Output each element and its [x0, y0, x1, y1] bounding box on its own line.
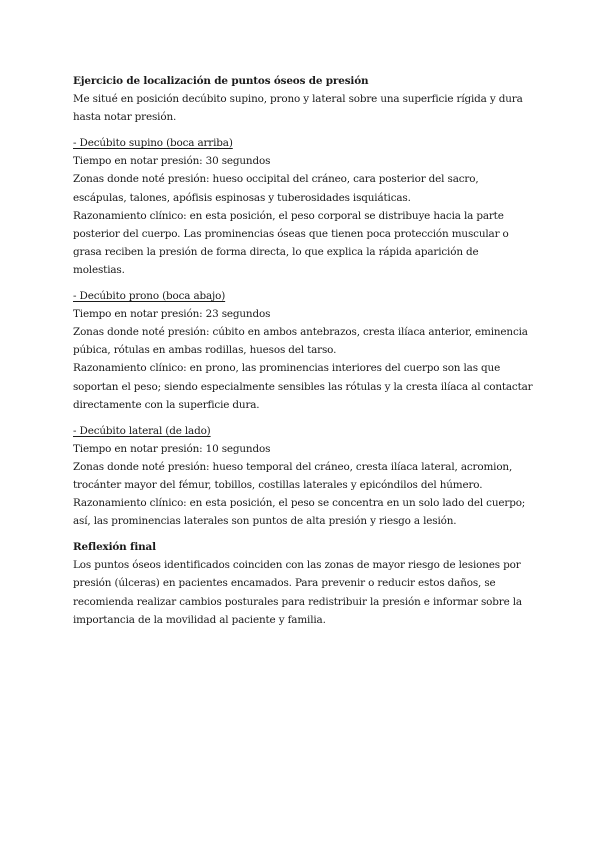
pressure-time: Tiempo en notar presión: 30 segundos [73, 155, 271, 168]
intro-paragraph: Me situé en posición decúbito supino, prono y lateral sobre una superficie rígida y dura hasta notar presión. [73, 93, 523, 124]
section-heading: - Decúbito supino (boca arriba) [73, 137, 233, 150]
pressure-time: Tiempo en notar presión: 10 segundos [73, 442, 271, 455]
pressure-zones: Zonas donde noté presión: cúbito en ambos antebrazos, cresta ilíaca anterior, eminencia púbica, rótulas en ambas rodillas, huesos del tarso. [73, 326, 528, 357]
section-heading: - Decúbito lateral (de lado) [73, 424, 211, 437]
reflection-text: Los puntos óseos identificados coinciden con las zonas de mayor riesgo de lesiones por presión (úlceras) en pacientes encamados. Para prevenir o reducir estos daños, se recomienda realizar cambios posturales para redistribuir la presión e informar sobre la importancia de la movilidad al paciente y familia. [73, 559, 522, 626]
document-page [73, 72, 533, 629]
clinical-reasoning: Razonamiento clínico: en esta posición, el peso se concentra en un solo lado del cuerpo; así, las prominencias laterales son puntos de alta presión y riesgo a lesión. [73, 497, 526, 528]
section-heading: - Decúbito prono (boca abajo) [73, 290, 226, 303]
section-lateral [73, 422, 533, 531]
reflection-section [73, 538, 533, 628]
section-supine [73, 134, 533, 279]
section-prone [73, 287, 533, 414]
reflection-title: Reflexión final [73, 541, 156, 554]
clinical-reasoning: Razonamiento clínico: en prono, las prominencias interiores del cuerpo son las que soportan el peso; siendo especialmente sensibles las rótulas y la cresta ilíaca al contactar directamente con la superficie dura. [73, 362, 533, 411]
pressure-time: Tiempo en notar presión: 23 segundos [73, 308, 271, 321]
pressure-zones: Zonas donde noté presión: hueso temporal del cráneo, cresta ilíaca lateral, acromion, trocánter mayor del fémur, tobillos, costillas laterales y epicóndilos del húmero. [73, 460, 513, 491]
document-title: Ejercicio de localización de puntos óseos de presión [73, 75, 369, 87]
clinical-reasoning: Razonamiento clínico: en esta posición, el peso corporal se distribuye hacia la parte posterior del cuerpo. Las prominencias óseas que tienen poca protección muscular o grasa reciben la presión de forma directa, lo que explica la rápida aparición de molestias. [73, 209, 509, 276]
pressure-zones: Zonas donde noté presión: hueso occipital del cráneo, cara posterior del sacro, escápulas, talones, apófisis espinosas y tuberosidades isquiáticas. [73, 173, 479, 204]
